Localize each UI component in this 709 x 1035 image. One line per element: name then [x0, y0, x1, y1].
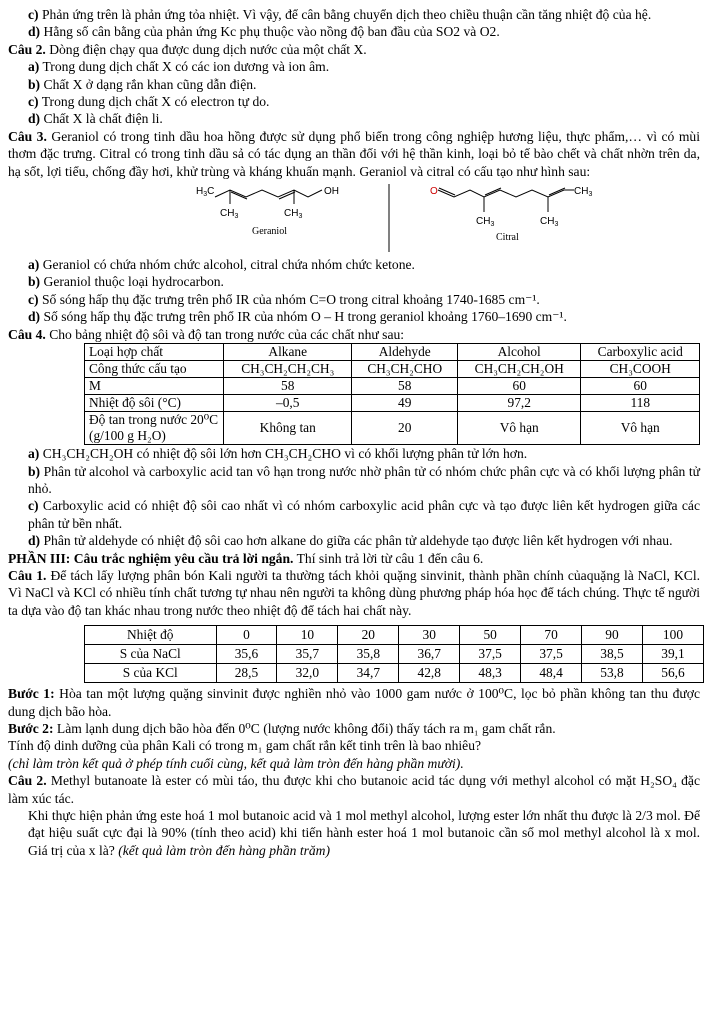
- q4-option-c: c) Carboxylic acid có nhiệt độ sôi cao nhất vì có nhóm carboxylic acid phân cực và tạo được liên kết hydrogen giữa các phân tử bền nhất.: [28, 498, 700, 531]
- q4-option-a: a) CH₃CH₂CH₂OH có nhiệt độ sôi lớn hơn CH₃CH₂CHO vì có khối lượng phân tử lớn hơn.: [28, 446, 528, 462]
- table-header-row: Loại hợp chất Alkane Aldehyde Alcohol Carboxylic acid: [85, 344, 700, 361]
- q3-option-d: d) Số sóng hấp thụ đặc trưng trên phổ IR của nhóm O – H trong geraniol khoảng 1760–1690 cm⁻¹.: [28, 309, 567, 325]
- svg-text:CH3: $CH_3$: [476, 216, 495, 229]
- q4-option-d: d) Phân tử aldehyde có nhiệt độ sôi cao hơn alkane do giữa các phân tử aldehyde tạo được liên kết hydrogen với nhau.: [28, 533, 673, 549]
- svg-text:CH3: $CH_3$: [574, 186, 593, 199]
- svg-text:H3C: $H_3C$: [196, 186, 215, 199]
- table-row: Công thức cấu tạo CH₃CH₂CH₂CH₃ CH₃CH₂CHO CH₃CH₂CH₂OH CH₃COOH: [85, 361, 700, 378]
- table-row: S của KCl 28,5 32,0 34,7 42,8 48,3 48,4 53,8 56,6: [85, 664, 704, 683]
- q1-ask: Tính độ dinh dưỡng của phân Kali có trong m₁ gam chất rắn kết tinh trên là bao nhiêu?: [8, 738, 482, 754]
- step-1: Bước 1: Hòa tan một lượng quặng sinvinit được nghiền nhỏ vào 1000 gam nước ở 100⁰C, lọc bỏ phần không tan thu được dung dịch bão hòa.: [8, 686, 700, 719]
- geraniol-caption: Geraniol: [252, 226, 287, 238]
- statement-c: c) Phản ứng trên là phản ứng tỏa nhiệt. Vì vậy, để cân bằng chuyển dịch theo chiều thuận cần tăng nhiệt độ của hệ.: [28, 7, 652, 22]
- part3-question-1: Câu 1. Để tách lấy lượng phân bón Kali người ta thường tách khỏi quặng sinvinit, thành phần chính củaquặng là NaCl, KCl. Vì NaCl và KCl có nhiều tính chất tương tự nhau nên người ta không dùng phương pháp hóa học để tách chúng. Thực tế người ta dựa vào độ tan khác nhau trong nước theo nhiệt độ để tách hai chất này.: [8, 567, 701, 618]
- question-3: Câu 3. Geraniol có trong tinh dầu hoa hồng được sử dụng phổ biến trong công nghiệp hương liệu, thực phẩm,… vì có mùi thơm đặc trưng. Citral có trong tinh dầu sả có tác dụng an thần đối với hệ thần kinh, loại bỏ tế bào chết và chất nhờn trên da, hạ sốt, lợi tiểu, chống đầy hơi, khử trùng và kháng khuẩn mạnh. Geraniol và citral có cấu tạo như hình sau:: [8, 128, 700, 179]
- q2-option-a: a) Trong dung dịch chất X có các ion dương và ion âm.: [28, 59, 330, 75]
- svg-text:O: O: [430, 186, 438, 198]
- svg-text:CH3: $CH_3$: [540, 216, 559, 229]
- q2-body: Khi thực hiện phản ứng este hoá 1 mol butanoic acid và 1 mol methyl alcohol, lượng ester lớn nhất thu được là 2/3 mol. Để đạt hiệu suất cực đại là 90% (tính theo acid) khi tiến hành ester hoá 1 mol butanoic cần số mol methyl alcohol là x mol. Giá trị của x là? (kết quả làm tròn đến hàng phần trăm): [28, 808, 700, 858]
- q2-option-d: d) Chất X là chất điện li.: [28, 111, 163, 127]
- q4-option-b: b) Phân tử alcohol và carboxylic acid tan vô hạn trong nước nhờ phân tử có nhóm chức phân cực và có khối lượng phân tử nhỏ.: [28, 463, 700, 496]
- q2-option-c: c) Trong dung dịch chất X có electron tự do.: [28, 94, 270, 110]
- table-row: Độ tan trong nước 20⁰C (g/100 g H₂O) Không tan 20 Vô hạn Vô hạn: [85, 412, 700, 445]
- svg-text:OH: OH: [324, 186, 339, 198]
- question-4: Câu 4. Cho bảng nhiệt độ sôi và độ tan trong nước của các chất như sau:: [8, 326, 405, 342]
- solubility-table: [84, 625, 704, 683]
- properties-table: [84, 343, 700, 445]
- q3-option-c: c) Số sóng hấp thụ đặc trưng trên phổ IR của nhóm C=O trong citral khoảng 1740-1685 cm⁻¹.: [28, 291, 540, 307]
- step-2: Bước 2: Làm lạnh dung dịch bão hòa đến 0⁰C (lượng nước không đổi) thấy tách ra m₁ gam chất rắn.: [8, 720, 556, 736]
- q3-option-a: a) Geraniol có chứa nhóm chức alcohol, citral chứa nhóm chức ketone.: [28, 257, 415, 273]
- citral-caption: Citral: [496, 232, 519, 244]
- table-row: S của NaCl 35,6 35,7 35,8 36,7 37,5 37,5 38,5 39,1: [85, 645, 704, 664]
- table-header-row: Nhiệt độ 0 10 20 30 50 70 90 100: [85, 626, 704, 645]
- molecule-structures: [8, 182, 700, 254]
- table-row: Nhiệt độ sôi (°C) –0,5 49 97,2 118: [85, 395, 700, 412]
- statement-d: d) Hằng số cân bằng của phản ứng Kc phụ thuộc vào nồng độ ban đầu của SO2 và O2.: [28, 24, 500, 40]
- part-3-heading: PHẦN III: Câu trắc nghiệm yêu cầu trả lời ngắn. Thí sinh trả lời từ câu 1 đến câu 6.: [8, 550, 484, 566]
- q1-note: (chỉ làm tròn kết quả ở phép tính cuối cùng, kết quả làm tròn đến hàng phần mười).: [8, 755, 464, 771]
- question-2: Câu 2. Dòng điện chạy qua được dung dịch nước của một chất X.: [8, 41, 367, 57]
- table-row: M 58 58 60 60: [85, 378, 700, 395]
- svg-text:CH3: $CH_3$: [220, 208, 239, 221]
- svg-text:CH3: $CH_3$: [284, 208, 303, 221]
- part3-question-2: Câu 2. Methyl butanoate là ester có mùi táo, thu được khi cho butanoic acid tác dụng với methyl alcohol có mặt H₂SO₄ đặc làm xúc tác.: [8, 773, 700, 806]
- q3-option-b: b) Geraniol thuộc loại hydrocarbon.: [28, 274, 224, 290]
- citral-structure: [438, 188, 574, 212]
- document-page: [8, 6, 700, 859]
- geraniol-structure: [215, 190, 322, 204]
- structure-figures: [8, 182, 700, 254]
- q2-option-b: b) Chất X ở dạng rắn khan cũng dẫn điện.: [28, 76, 257, 92]
